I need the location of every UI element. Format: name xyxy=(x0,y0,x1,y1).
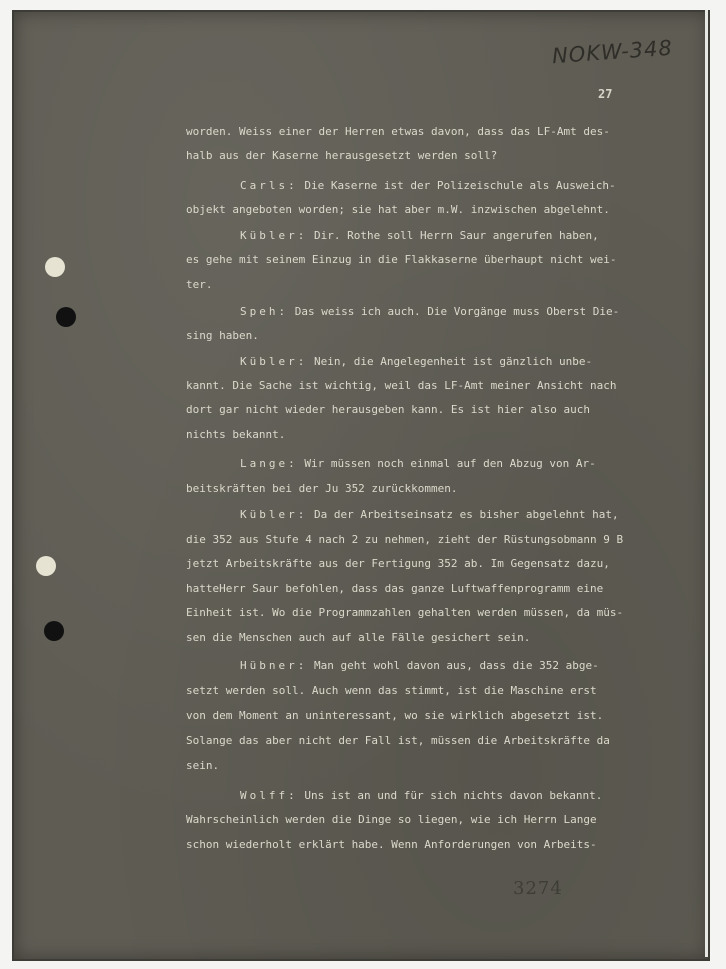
line-text: Uns ist an und für sich nichts davon bekannt. xyxy=(297,789,603,802)
text-line: dort gar nicht wieder herausgeben kann. Es ist hier also auch xyxy=(186,403,590,416)
text-line: setzt werden soll. Auch wenn das stimmt, ist die Maschine erst xyxy=(186,684,597,697)
text-line: Solange das aber nicht der Fall ist, müssen die Arbeitskräfte da xyxy=(186,734,610,747)
line-text: Man geht wohl davon aus, dass die 352 abge- xyxy=(307,659,599,672)
text-line xyxy=(240,788,602,804)
text-line: ter. xyxy=(186,278,213,291)
text-line xyxy=(240,456,596,472)
speaker-name: Carls: xyxy=(240,179,298,192)
text-line xyxy=(240,658,599,674)
stamped-number: 3274 xyxy=(513,878,563,899)
text-line: die 352 aus Stufe 4 nach 2 zu nehmen, zieht der Rüstungsobmann 9 B xyxy=(186,533,624,546)
line-text: Dir. Rothe soll Herrn Saur angerufen haben, xyxy=(307,229,599,242)
line-text: Die Kaserne ist der Polizeischule als Ausweich- xyxy=(297,179,616,192)
text-line: Einheit ist. Wo die Programmzahlen gehalten werden müssen, da müs- xyxy=(186,606,624,619)
text-line: schon wiederholt erklärt habe. Wenn Anforderungen von Arbeits- xyxy=(186,838,597,851)
line-text: Nein, die Angelegenheit ist gänzlich unbe- xyxy=(307,355,593,368)
text-line: jetzt Arbeitskräfte aus der Fertigung 352 ab. Im Gegensatz dazu, xyxy=(186,557,610,570)
speaker-name: Wolff: xyxy=(240,789,298,802)
text-line: sen die Menschen auch auf alle Fälle gesichert sein. xyxy=(186,631,531,644)
text-line xyxy=(240,354,592,370)
text-line: worden. Weiss einer der Herren etwas davon, dass das LF-Amt des- xyxy=(186,125,610,138)
text-line: objekt angeboten worden; sie hat aber m.W. inzwischen abgelehnt. xyxy=(186,203,610,216)
speaker-name: Speh: xyxy=(240,305,289,318)
line-text: Das weiss ich auch. Die Vorgänge muss Oberst Die- xyxy=(288,305,620,318)
text-line: beitskräften bei der Ju 352 zurückkommen. xyxy=(186,482,458,495)
text-line: von dem Moment an uninteressant, wo sie wirklich abgesetzt ist. xyxy=(186,709,604,722)
text-line: halb aus der Kaserne herausgesetzt werden soll? xyxy=(186,149,498,162)
text-line xyxy=(240,304,619,320)
text-line: es gehe mit seinem Einzug in die Flakkaserne überhaupt nicht wei- xyxy=(186,253,617,266)
line-text: Da der Arbeitseinsatz es bisher abgelehnt hat, xyxy=(307,508,619,521)
text-line: kannt. Die Sache ist wichtig, weil das LF-Amt meiner Ansicht nach xyxy=(186,379,617,392)
text-line: Wahrscheinlich werden die Dinge so liegen, wie ich Herrn Lange xyxy=(186,813,597,826)
speaker-name: Kübler: xyxy=(240,229,308,242)
text-line xyxy=(240,178,616,194)
page-number: 27 xyxy=(598,87,613,101)
text-line: sing haben. xyxy=(186,329,259,342)
text-line: hatteHerr Saur befohlen, dass das ganze Luftwaffenprogramm eine xyxy=(186,582,604,595)
speaker-name: Hübner: xyxy=(240,659,308,672)
speaker-name: Lange: xyxy=(240,457,298,470)
text-line xyxy=(240,507,619,523)
handwritten-document-id: NOKW-348 xyxy=(551,35,674,69)
text-line: sein. xyxy=(186,759,220,772)
text-line xyxy=(240,228,599,244)
speaker-name: Kübler: xyxy=(240,355,308,368)
line-text: Wir müssen noch einmal auf den Abzug von Ar- xyxy=(297,457,596,470)
text-line: nichts bekannt. xyxy=(186,428,286,441)
speaker-name: Kübler: xyxy=(240,508,308,521)
